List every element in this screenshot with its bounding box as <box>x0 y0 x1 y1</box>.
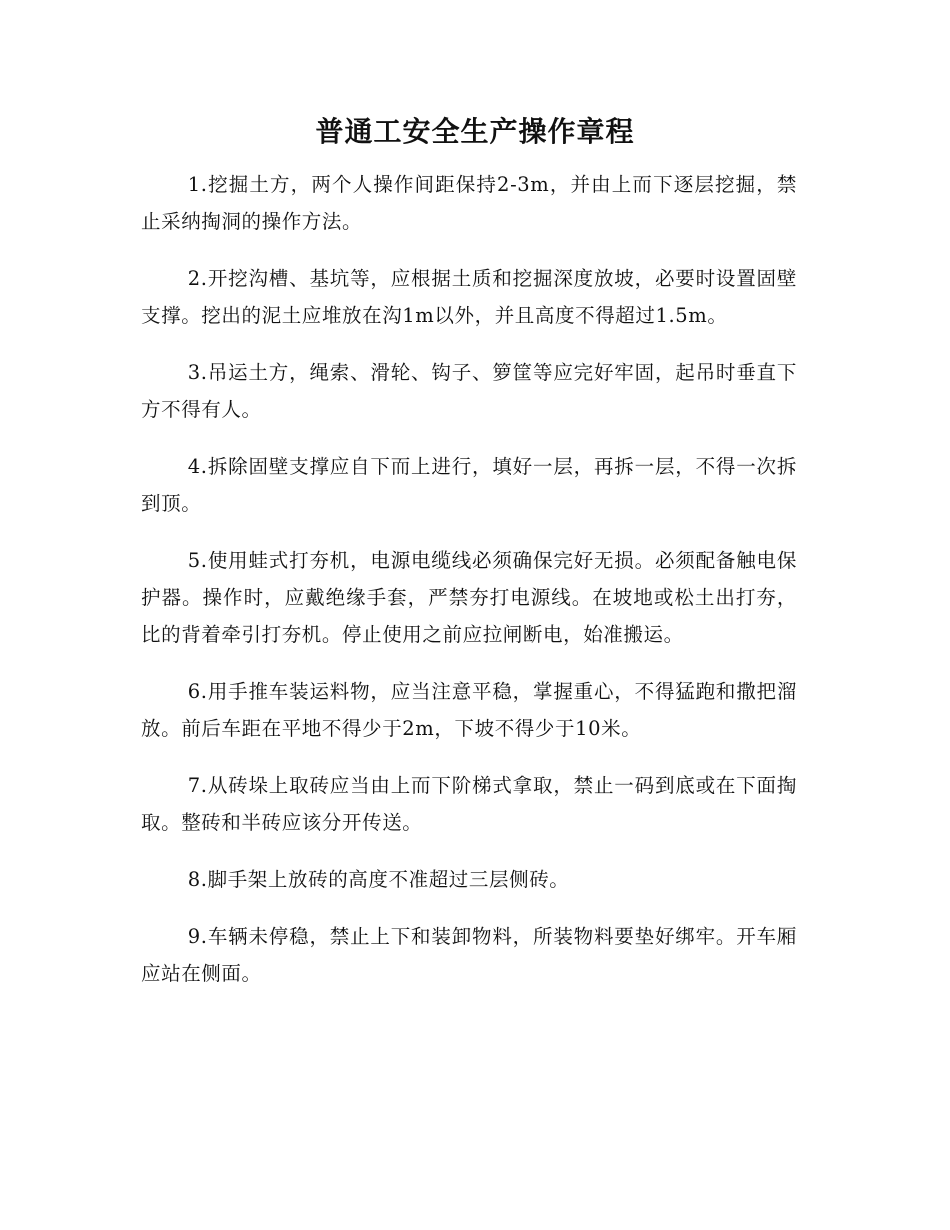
paragraph-7: 7.从砖垛上取砖应当由上而下阶梯式拿取，禁止一码到底或在下面掏取。整砖和半砖应该分开传送。 <box>141 774 797 834</box>
paragraph-8: 8.脚手架上放砖的高度不准超过三层侧砖。 <box>187 868 570 891</box>
paragraph-6: 6.用手推车装运料物，应当注意平稳，掌握重心，不得猛跑和撒把溜放。前后车距在平地不得少于2m，下坡不得少于10米。 <box>141 680 797 740</box>
document-title: 普通工安全生产操作章程 <box>315 115 635 148</box>
paragraph-1: 1.挖掘土方，两个人操作间距保持2-3m，并由上而下逐层挖掘，禁止采纳掏洞的操作方法。 <box>141 173 797 233</box>
document-body <box>141 166 797 1012</box>
paragraph-5: 5.使用蛙式打夯机，电源电缆线必须确保完好无损。必须配备触电保护器。操作时，应戴绝缘手套，严禁夯打电源线。在坡地或松土出打夯，比的背着牵引打夯机。停止使用之前应拉闸断电，始准搬运。 <box>141 549 797 646</box>
paragraph-2: 2.开挖沟槽、基坑等，应根据土质和挖掘深度放坡，必要时设置固壁支撑。挖出的泥土应堆放在沟1m以外，并且高度不得超过1.5m。 <box>141 267 797 327</box>
paragraph-4: 4.拆除固壁支撑应自下而上进行，填好一层，再拆一层，不得一次拆到顶。 <box>141 455 797 515</box>
paragraph-3: 3.吊运土方，绳索、滑轮、钩子、箩筐等应完好牢固，起吊时垂直下方不得有人。 <box>141 361 797 421</box>
paragraph-9: 9.车辆未停稳，禁止上下和装卸物料，所装物料要垫好绑牢。开车厢应站在侧面。 <box>141 925 797 985</box>
